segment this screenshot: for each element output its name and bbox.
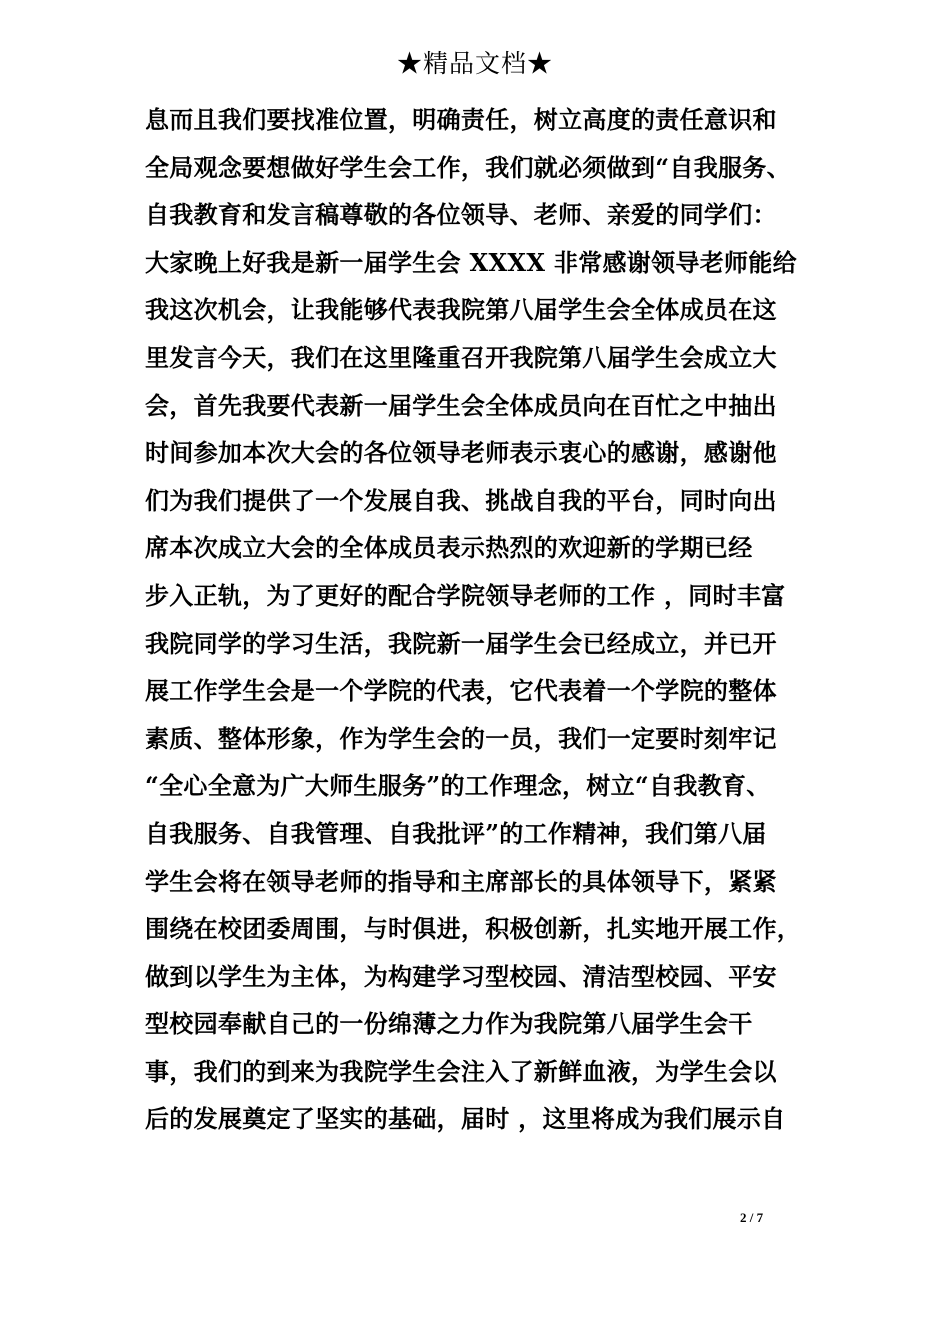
text-line: 学生会将在领导老师的指导和主席部长的具体领导下，紧紧: [145, 866, 777, 896]
text-line: 我这次机会，让我能够代表我院第八届学生会全体成员在这: [145, 295, 777, 325]
text-line: 自我教育和发言稿尊敬的各位领导、老师、亲爱的同学们：: [145, 200, 777, 230]
text-line: 们为我们提供了一个发展自我、挑战自我的平台，同时向出: [145, 485, 777, 515]
text-line: 席本次成立大会的全体成员表示热烈的欢迎新的学期已经: [145, 533, 753, 563]
text-line: 时间参加本次大会的各位领导老师表示衷心的感谢，感谢他: [145, 438, 777, 468]
text-line: 大家晚上好我是新一届学生会 XXXX 非常感谢领导老师能给: [145, 247, 797, 277]
text-line: 全局观念要想做好学生会工作，我们就必须做到“自我服务、: [145, 152, 791, 182]
text-line: 事，我们的到来为我院学生会注入了新鲜血液，为学生会以: [145, 1056, 777, 1086]
text-line: 型校园奉献自己的一份绵薄之力作为我院第八届学生会干: [145, 1009, 753, 1039]
text-line: 自我服务、自我管理、自我批评”的工作精神，我们第八届: [145, 818, 767, 848]
text-line: 做到以学生为主体，为构建学习型校园、清洁型校园、平安: [145, 961, 777, 991]
text-line: 围绕在校团委周围，与时俱进，积极创新，扎实地开展工作，: [145, 914, 802, 944]
text-line: 会，首先我要代表新一届学生会全体成员向在百忙之中抽出: [145, 390, 777, 420]
page-number: 2 / 7: [740, 1210, 764, 1225]
text-line: 后的发展奠定了坚实的基础，届时 ，这里将成为我们展示自: [145, 1104, 786, 1134]
text-line: 素质、整体形象，作为学生会的一员，我们一定要时刻牢记: [145, 723, 777, 753]
text-line: 里发言今天，我们在这里隆重召开我院第八届学生会成立大: [145, 342, 777, 372]
text-line: 展工作学生会是一个学院的代表，它代表着一个学院的整体: [145, 676, 777, 706]
text-line: 息而且我们要找准位置，明确责任，树立高度的责任意识和: [145, 105, 777, 134]
document-body: [145, 96, 815, 1143]
text-line: “全心全意为广大师生服务”的工作理念，树立“自我教育、: [145, 771, 771, 801]
text-line: 步入正轨，为了更好的配合学院领导老师的工作 ，同时丰富: [145, 580, 786, 610]
page-header-title: ★精品文档★: [396, 49, 553, 78]
text-line: 我院同学的学习生活，我院新一届学生会已经成立，并已开: [145, 628, 777, 658]
